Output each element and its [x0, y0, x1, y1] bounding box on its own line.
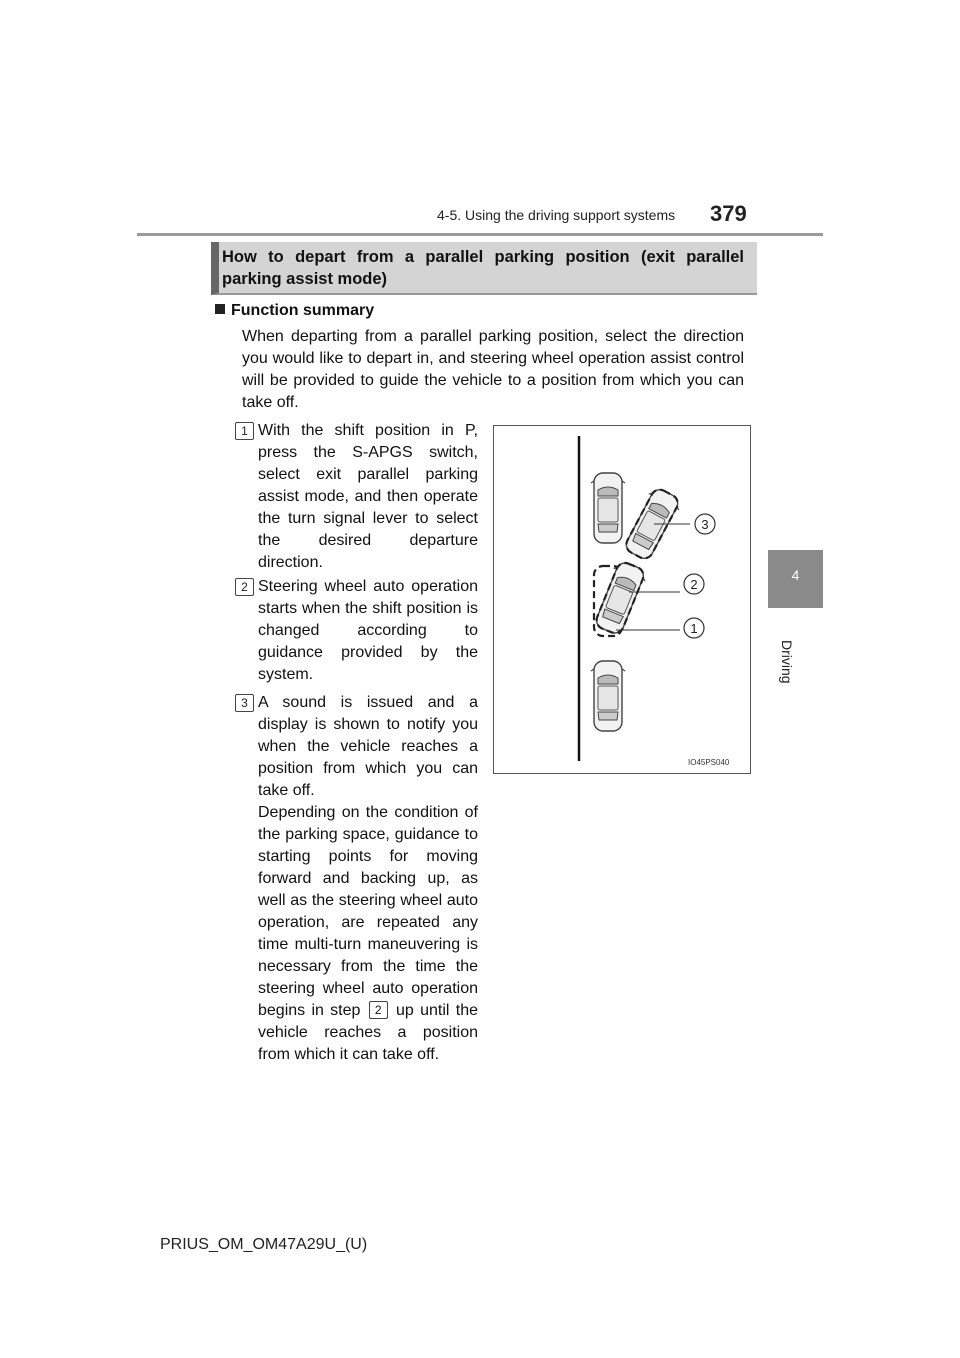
- step-text-1: With the shift position in P, press the S-APGS switch, select exit parallel parking assist mode, and then operate the turn signal lever to select the desired departure direction.: [258, 422, 478, 571]
- front-parked-car: [591, 473, 625, 543]
- subheading-text: Function summary: [231, 302, 375, 319]
- page-number: 379: [710, 201, 747, 226]
- step-number-1: 1: [235, 422, 254, 440]
- callout-3-label: 3: [701, 517, 709, 532]
- step-3-main: A sound is issued and a display is shown to notify you when the vehicle reaches a position from which you can take off.: [258, 694, 478, 799]
- step-3-note-before: Depending on the condition of the parking space, guidance to starting points for moving forward and backing up, as well as the steering wheel auto operation, are repeated any time multi-turn maneuvering is necessary from the time the steering wheel auto operation begins in step: [258, 804, 478, 1019]
- callout-3: [695, 514, 715, 534]
- parking-illustration: [493, 425, 751, 774]
- section-title: How to depart from a parallel parking position (exit parallel parking assist mode): [222, 248, 744, 288]
- step-text-3: [258, 692, 478, 1066]
- chapter-label: Driving: [779, 640, 795, 684]
- callout-2-label: 2: [690, 577, 698, 592]
- callout-2: [684, 574, 704, 594]
- square-bullet-icon: [215, 304, 225, 314]
- step-number-2: 2: [235, 578, 254, 596]
- header-section-title: 4-5. Using the driving support systems: [437, 207, 676, 223]
- function-summary: When departing from a parallel parking position, select the direction you would like to depart in, and steering wheel operation assist control will be provided to guide the vehicle to a position from which you can take off.: [242, 328, 744, 411]
- step-3-note: [258, 802, 478, 1066]
- rear-parked-car: [591, 661, 625, 731]
- callout-1-label: 1: [690, 621, 698, 636]
- header-divider: [137, 233, 823, 236]
- subheading: [215, 302, 374, 320]
- step-reference-2: 2: [369, 1001, 388, 1019]
- figure-code: IO45PS040: [688, 758, 730, 767]
- step-3-note-after: up until the vehicle reaches a position from which it can take off.: [258, 1002, 479, 1063]
- callout-1: [684, 618, 704, 638]
- chapter-number: 4: [791, 567, 800, 583]
- parking-diagram: [494, 426, 750, 773]
- step-number-3: 3: [235, 694, 254, 712]
- document-footer: PRIUS_OM_OM47A29U_(U): [160, 1236, 368, 1253]
- step-text-2: Steering wheel auto operation starts when the shift position is changed according to guidance provided by the system.: [258, 578, 478, 683]
